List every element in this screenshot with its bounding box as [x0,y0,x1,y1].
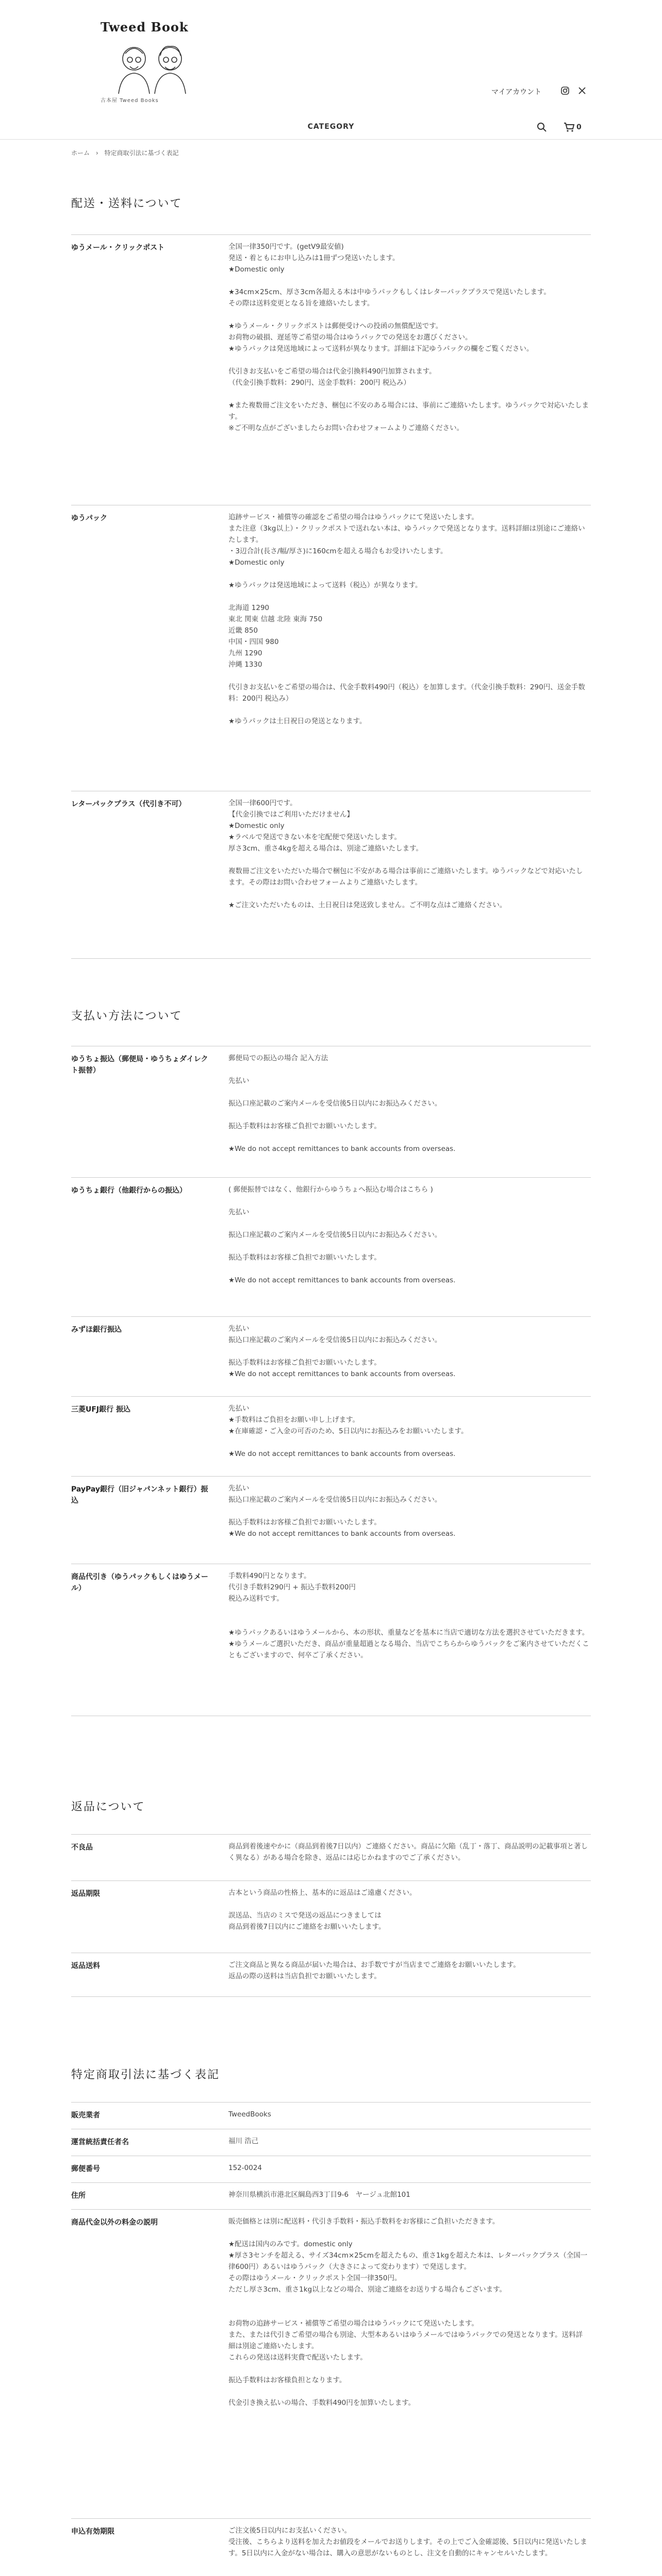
table-row [71,791,591,959]
legal-section-title: 特定商取引法に基づく表記 [71,2069,220,2081]
row-text: 全国一律600円です。 【代金引換ではご利用いただけません】 ★Domestic only ★ラベルで発送できない本を宅配便で発送いたします。 厚さ3cm、重さ4kgを超える場合は、別途ご連絡いたします。 複数冊ご注文をいただいた場合で梱包に不安がある場合は事前にご連絡いたします。ゆうパックなどで対応いたします。その際はお問い合わせフォームよりご連絡いたします。 ★ご注文いただいたものは、土日祝日は発送致しません。ご不明な点はご連絡ください。 [228,799,583,909]
search-icon[interactable] [536,122,548,133]
row-label: 商品代引き（ゆうパックもしくはゆうメール） [71,1573,208,1592]
logo-illustration [106,38,198,95]
row-label: PayPay銀行（旧ジャパンネット銀行）振込 [71,1485,208,1505]
row-text: 神奈川県横浜市港北区綱島西3丁目9-6 ヤージュ北館101 [228,2191,410,2199]
row-text: 先払い 振込口座記載のご案内メールを受信後5日以内にお振込みください。 振込手数料はお客様ご負担でお願いいたします。 ★We do not accept remittances to bank accounts from overseas. [228,1484,456,1538]
row-text: 郵便局での振込の場合 記入方法 先払い 振込口座記載のご案内メールを受信後5日以内にお振込みください。 振込手数料はお客様ご負担でお願いいたします。 ★We do not accept remittances to bank accounts from overseas. [228,1054,456,1153]
row-text: 古本という商品の性格上、基本的に返品はご遠慮ください。 誤送品、当店のミスで発送の返品につきましては 商品到着後7日以内にご連絡をお願いいたします。 [228,1889,417,1931]
main-nav [0,117,662,138]
row-label: 運営統括責任者名 [71,2138,129,2146]
header-divider [0,139,662,140]
row-label: 不良品 [71,1843,93,1852]
row-label: 販売業者 [71,2111,100,2120]
row-text: TweedBooks [228,2110,271,2119]
row-label: 返品期限 [71,1890,100,1898]
row-label: みずほ銀行振込 [71,1326,122,1334]
table-row [71,1476,591,1564]
category-menu[interactable]: CATEGORY [307,123,355,131]
row-text: 商品到着後速やかに（商品到着後7日以内）ご連絡ください。商品に欠陥（乱丁・落丁、商品説明の記載事項と著しく異なる）がある場合を除き、返品には応じかねますのでご了承ください。 [228,1842,588,1862]
table-row [71,1834,591,1881]
row-text: 福川 浩己 [228,2137,259,2145]
row-text: 全国一律350円です。(getV9最安値) 発送・着ともにお申し込みは1冊ずつ発送いたします。 ★Domestic only ★34cm×25cm、厚さ3cm各超える本は中ゆうパックもしくはレターパックプラスで発送いたします。 その際は送料変更となる旨を連絡いたします。 ★ゆうメール・クリックポストは郵便受けへの投函の無償配送です。 お荷物の破損、遅延等ご希望の場合はゆうパックでの発送をお選びください。 ★ゆうパックは発送地域によって送料が異なります。詳細は下記ゆうパックの欄をご覧ください。 代引きお支払いをご希望の場合は代金引換料490円加算されます。 （代金引換手数料：290円、送金手数料：200円 税込み） ★また複数冊ご注文をいただき、梱包に不安のある場合には、事前にご連絡いたします。ゆうパックで対応いたします。 ※ご不明な点がございましたらお問い合わせフォームよりご連絡ください。 [228,243,589,432]
breadcrumb-home[interactable]: ホーム [71,149,90,157]
row-label: 三菱UFJ銀行 振込 [71,1405,131,1414]
row-label: ゆうパック [71,514,107,522]
row-label: 商品代金以外の料金の説明 [71,2218,158,2227]
section-divider [71,1996,591,1997]
table-row [71,234,591,505]
row-label: 郵便番号 [71,2165,100,2173]
table-row [71,2182,591,2210]
row-text: ( 郵便振替ではなく、他銀行からゆうちょへ振込む場合はこちら ) 先払い 振込口座記載のご案内メールを受信後5日以内にお振込みください。 振込手数料はお客様ご負担でお願いいたします。 ★We do not accept remittances to bank accounts from overseas. [228,1185,456,1284]
table-row [71,1177,591,1317]
row-text: 152-0024 [228,2164,262,2172]
row-text: 先払い 振込口座記載のご案内メールを受信後5日以内にお振込みください。 振込手数料はお客様ご負担でお願いいたします。 ★We do not accept remittances to bank accounts from overseas. [228,1325,456,1378]
table-row [71,505,591,791]
cart-count: 0 [576,123,582,131]
row-text: ご注文後5日以内にお支払いください。 受注後、こちらより送料を加えたお値段をメールでお送りします。その上でご入金確認後、5日以内に発送いたします。5日以内に入金がない場合は、購入の意思がないものとし、注文を自動的にキャンセルいたします。 [228,2527,587,2557]
row-text: 販売価格とは別に配送料・代引き手数料・振込手数料をお客様にご負担いただきます。 ★配送は国内のみです。domestic only ★厚さ3センチを超える、サイズ34cm×25cmを超えたもの、重さ1kgを超えた本は、レターパックプラス（全国一律600円）あるいはゆうパック（大きさによって変わります）で発送します。 その際はゆうメール・クリックポスト全国一律350円。 ただし厚さ3cm、重さ1kg以上などの場合、別途ご連絡をお送りする場合もございます。 お荷物の追跡サービス・補償等ご希望の場合はゆうパックにて発送いたします。 また、または代引きご希望の場合も別途、大型本あるいはゆうメールではゆうパックでの発送となります。送料詳細は別途ご連絡いたします。 これらの発送は送料実費で配送いたします。 振込手数料はお客様負担となります。 代金引き換え払いの場合、手数料490円を加算いたします。 [228,2217,588,2407]
returns-section-title: 返品について [71,1801,145,1814]
site-logo[interactable] [101,20,204,104]
table-row [71,1564,591,1716]
instagram-icon[interactable] [559,85,571,96]
breadcrumb-current: 特定商取引法に基づく表記 [104,149,179,157]
row-text: ご注文商品と異なる商品が届いた場合は、お手数ですが当店までご連絡をお願いいたします。 返品の際の送料は当店負担でお願いいたします。 [228,1961,520,1980]
table-row [71,2156,591,2183]
cart-icon [564,122,575,132]
x-twitter-icon[interactable] [576,85,588,96]
payment-section-title: 支払い方法について [71,1010,183,1023]
row-label: レターパックプラス（代引き不可） [71,800,186,808]
my-account-link[interactable]: マイアカウント [491,88,542,96]
row-label: 返品送料 [71,1962,100,1970]
table-row [71,1880,591,1953]
table-row [71,1046,591,1178]
section-divider [71,958,591,959]
row-label: ゆうちょ振込（郵便局・ゆうちょダイレクト振替） [71,1055,208,1075]
table-row [71,2129,591,2156]
row-label: 住所 [71,2192,86,2200]
breadcrumb [71,148,183,157]
table-row [71,1953,591,1997]
table-row [71,2209,591,2519]
shipping-section-title: 配送・送料について [71,197,183,210]
table-row [71,2102,591,2129]
row-text: 先払い ★手数料はご負担をお願い申し上げます。 ★在庫確認・ご入金の可否のため、5日以内にお振込みをお願いいたします。 ★We do not accept remittances to bank accounts from overseas. [228,1404,468,1458]
site-header [0,0,662,139]
breadcrumb-separator: › [95,149,98,157]
row-text: 追跡サービス・補償等の確認をご希望の場合はゆうパックにて発送いたします。 また注意（3kg以上）・クリックポストで送れない本は、ゆうパックで発送となります。送料詳細は別途にご連絡いたします。 ・3辺合計(長さ/幅/厚さ)に160cmを超える場合もお受けいたします。 ★Domestic only ★ゆうパックは発送地域によって送料（税込）が異なります。 北海道 1290 東北 関東 信越 北陸 東海 750 近畿 850 中国・四国 980 九州 1290 沖縄 1330 代引きお支払いをご希望の場合は、代金手数料490円（税込）を加算します。（代金引換手数料：290円、送金手数料：200円 税込み） ★ゆうパックは土日祝日の発送となります。 [228,513,585,725]
row-text: 手数料490円となります。 代引き手数料290円 + 振込手数料200円 税込み送料です。 ★ゆうパックあるいはゆうメールから、本の形状、重量などを基本に当店で適切な方法を選択させていただきます。 ★ゆうメールご選択いただき、商品が重量超過となる場合、当店でこちらからゆうパックをご案内させていただくこともございますので、何卒ご了承ください。 [228,1572,589,1659]
table-row [71,2518,591,2576]
cart-button[interactable] [564,122,586,133]
row-label: ゆうメール・クリックポスト [71,244,165,252]
table-row [71,1316,591,1397]
logo-title: Tweed Book [101,20,189,35]
row-label: 申込有効期限 [71,2528,114,2536]
logo-subtitle: 古本屋 Tweed Books [101,98,159,104]
row-label: ゆうちょ銀行（他銀行からの振込） [71,1187,187,1195]
table-row [71,1396,591,1477]
